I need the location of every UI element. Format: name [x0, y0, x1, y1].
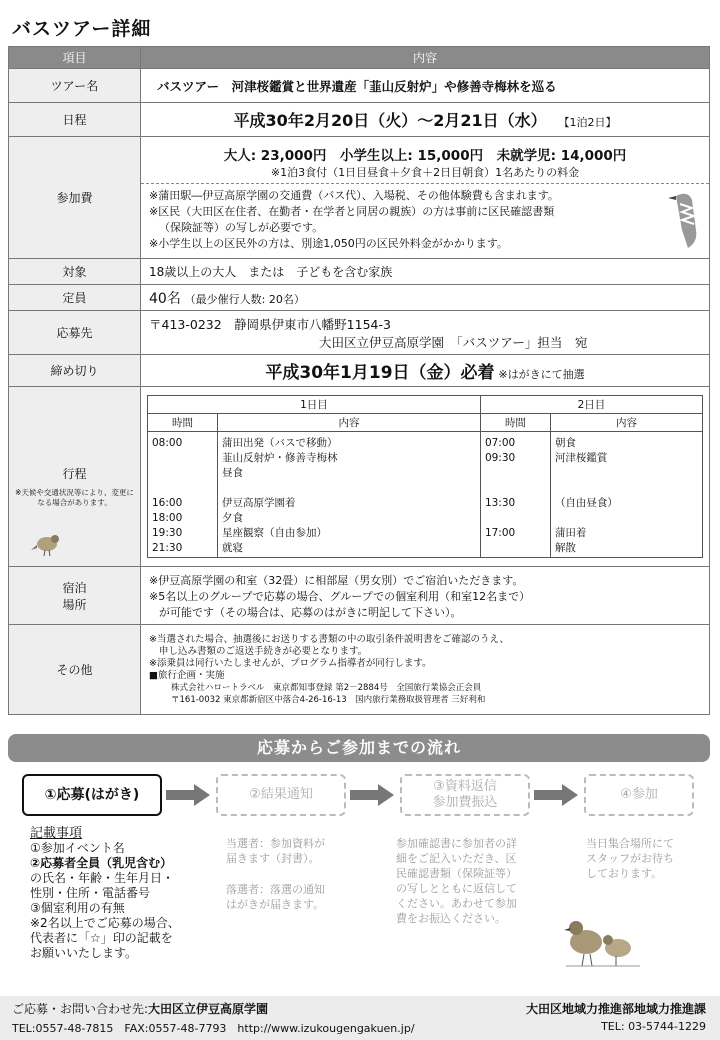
label-stay-2: 場所 — [62, 597, 87, 612]
day1-contents — [218, 432, 481, 558]
label-tour: ツアー名 — [9, 69, 141, 103]
time-slot: 19:30 — [152, 527, 183, 539]
fee-note-2: ※区民（大田区在住者、在勤者・在学者と同居の親族）の方は事前に区民確認書類 — [149, 205, 555, 218]
other-line-1: ※当選された場合、抽選後にお送りする書類の中の取引条件説明書をご確認のうえ、 — [149, 633, 510, 645]
fee-sub: ※1泊3食付（1日目昼食＋夕食＋2日目朝食）1名あたりの料金 — [270, 166, 580, 179]
stay-line-3: が可能です（その場合は、応募のはがきに明記して下さい）。 — [159, 605, 462, 619]
apply-cell — [141, 311, 710, 355]
note-line: 当選者：参加資料が — [226, 837, 325, 850]
record-line: の氏名・年齢・生年月日・ — [30, 871, 175, 885]
time-slot: 21:30 — [152, 542, 183, 554]
activity: 星座観察（自由参加） — [222, 527, 327, 539]
step-documents-line-2: 参加費振込 — [432, 795, 498, 810]
fee-note-1: ※蒲田駅―伊豆高原学園の交通費（バス代）、入場税、その他体験費も含まれます。 — [149, 189, 559, 202]
capacity-cell — [141, 285, 710, 311]
step-participate: ④参加 — [584, 774, 694, 816]
fee-cell — [141, 137, 710, 259]
record-line: ①参加イベント名 — [30, 841, 125, 855]
activity: 蒲田着 — [554, 527, 587, 539]
participate-note — [586, 836, 674, 881]
apply-recipient: 大田区立伊豆高原学園 「バスツアー」担当 宛 — [319, 334, 588, 350]
other-line-5: 株式会社ハロートラベル 東京都知事登録 第2－2884号 全国旅行業協会正会員 — [171, 682, 482, 693]
note-line: 当日集合場所にて — [586, 837, 674, 850]
bird-illustration-small — [29, 528, 65, 558]
label-fee: 参加費 — [9, 137, 141, 259]
label-apply: 応募先 — [9, 311, 141, 355]
footer-contact — [12, 1000, 268, 1017]
header-item: 項目 — [9, 47, 141, 69]
apply-address: 〒413-0232 静岡県伊東市八幡野1154-3 — [149, 316, 391, 332]
time-slot — [485, 481, 546, 496]
activity: 韮山反射炉・修善寺梅林 — [222, 452, 338, 464]
day1-times — [148, 432, 218, 558]
note-line: スタッフがお待ち — [586, 852, 674, 865]
department-tel: TEL: 03-5744-1229 — [601, 1020, 706, 1033]
label-stay-1: 宿泊 — [62, 580, 87, 595]
note-line: しております。 — [586, 867, 663, 880]
fee-note-3: ※小学生以上の区民外の方は、別途1,050円の区民外料金がかかります。 — [149, 237, 508, 250]
activity: （自由昼食） — [554, 497, 618, 509]
other-cell — [141, 625, 710, 715]
label-other: その他 — [9, 625, 141, 715]
stay-line-2: ※5名以上のグループで応募の場合、グループでの個室利用（和室12名まで） — [149, 589, 531, 603]
documents-note — [396, 836, 517, 926]
label-target: 対象 — [9, 259, 141, 285]
record-line: ※2名以上でご応募の場合、 — [30, 916, 180, 930]
birds-illustration — [556, 906, 646, 970]
woodpecker-illustration — [668, 190, 702, 250]
day1-time-header: 時間 — [148, 414, 218, 432]
step-documents — [400, 774, 530, 816]
note-line: の写しとともに返信して — [396, 882, 517, 895]
activity: 朝食 — [554, 437, 576, 449]
day1-content-header: 内容 — [218, 414, 481, 432]
time-slot: 17:00 — [484, 527, 516, 539]
deadline-value: 平成30年1月19日（金）必着 — [265, 363, 495, 383]
activity — [222, 481, 476, 496]
activity: 解散 — [554, 542, 576, 554]
time-slot — [152, 466, 213, 481]
date-note: 【1泊2日】 — [558, 116, 617, 129]
time-slot: 07:00 — [484, 437, 516, 449]
arrow-right-icon — [350, 784, 394, 806]
time-slot — [485, 466, 546, 481]
other-line-4: ■旅行企画・実施 — [149, 669, 225, 681]
time-slot: 09:30 — [484, 452, 516, 464]
step-documents-line-1: ③資料返信 — [433, 779, 497, 794]
stay-label-cell — [9, 567, 141, 625]
record-line: 性別・住所・電話番号 — [30, 886, 151, 900]
label-deadline: 締め切り — [9, 355, 141, 387]
deadline-note: ※はがきにて抽選 — [498, 368, 585, 381]
activity: 伊豆高原学園着 — [222, 497, 296, 509]
department: 大田区地域力推進部地域力推進課 — [525, 1002, 706, 1016]
record-line: お願いいたします。 — [30, 946, 138, 960]
note-line: 費をお振込ください。 — [396, 912, 506, 925]
result-note-winner — [226, 836, 325, 866]
note-line: 参加確認書に参加者の詳 — [396, 837, 517, 850]
note-line: 落選者：落選の通知 — [226, 883, 325, 896]
date-value: 平成30年2月20日（火）～2月21日（水） — [233, 111, 547, 130]
activity — [555, 511, 698, 526]
activity: 蒲田出発（バスで移動） — [222, 437, 338, 449]
day2-content-header: 内容 — [550, 414, 702, 432]
time-slot: 16:00 — [152, 497, 183, 509]
time-slot — [152, 481, 213, 496]
deadline-cell — [141, 355, 710, 387]
activity: 昼食 — [222, 467, 243, 479]
capacity-note: （最少催行人数: 20名） — [184, 292, 305, 306]
day2-time-header: 時間 — [480, 414, 550, 432]
time-slot — [485, 511, 546, 526]
activity: 河津桜鑑賞 — [554, 452, 608, 464]
tour-details-table — [8, 46, 710, 715]
note-line: 届きます（封書）。 — [226, 852, 320, 865]
note-line: 民確認書類（保険証等） — [396, 867, 517, 880]
step-result: ②結果通知 — [216, 774, 346, 816]
day2-header: 2日目 — [480, 396, 702, 414]
schedule-table — [147, 395, 703, 558]
itinerary-cell — [141, 387, 710, 567]
other-line-2: 申し込み書類のご返送手続きが必要となります。 — [159, 645, 368, 657]
day2-contents — [550, 432, 702, 558]
time-slot — [152, 451, 213, 466]
other-line-6: 〒161-0032 東京都新宿区中落合4-26-16-13 国内旅行業務取扱管理者 三好利和 — [171, 694, 486, 705]
contact-label: ご応募・お問い合わせ先: — [12, 1002, 149, 1016]
itinerary-note: ※天候や交通状況等により、変更になる場合があります。 — [15, 488, 134, 507]
day1-header: 1日目 — [148, 396, 481, 414]
time-slot: 08:00 — [152, 437, 183, 449]
itinerary-label-cell — [9, 387, 141, 567]
arrow-right-icon — [166, 784, 210, 806]
time-slot: 13:30 — [484, 497, 516, 509]
label-capacity: 定員 — [9, 285, 141, 311]
activity — [555, 466, 698, 481]
record-line: ③個室利用の有無 — [30, 901, 125, 915]
activity — [555, 481, 698, 496]
capacity-number: 40名 — [149, 290, 181, 307]
label-itinerary: 行程 — [62, 467, 87, 481]
record-line: ②応募者全員（乳児含む） — [30, 856, 173, 870]
arrow-right-icon — [534, 784, 578, 806]
footer — [0, 996, 720, 1040]
contact-info: TEL:0557-48-7815 FAX:0557-48-7793 http://www.izukougengakuen.jp/ — [12, 1022, 415, 1035]
record-title: 記載事項 — [30, 826, 83, 841]
other-line-3: ※添乗員は同行いたしませんが、プログラム指導者が同行します。 — [149, 657, 432, 669]
contact-org: 大田区立伊豆高原学園 — [148, 1002, 269, 1016]
fee-main: 大人: 23,000円 小学生以上: 15,000円 未就学児: 14,000円 — [223, 148, 627, 164]
note-line: 細をご記入いただき、区 — [396, 852, 517, 865]
record-items — [30, 826, 180, 961]
target-value: 18歳以上の大人 または 子どもを含む家族 — [141, 259, 710, 285]
tour-name: バスツアー 河津桜鑑賞と世界遺産「韮山反射炉」や修善寺梅林を巡る — [141, 69, 710, 103]
time-slot: 18:00 — [152, 512, 183, 524]
stay-cell — [141, 567, 710, 625]
header-content: 内容 — [141, 47, 710, 69]
result-note-loser — [226, 882, 325, 912]
note-line: ください。あわせて参加 — [396, 897, 517, 910]
stay-line-1: ※伊豆高原学園の和室（32畳）に相部屋（男女別）でご宿泊いただきます。 — [149, 573, 524, 587]
page-title: バスツアー詳細 — [12, 18, 152, 40]
date-cell — [141, 103, 710, 137]
note-line: はがきが届きます。 — [226, 898, 325, 911]
activity: 就寝 — [222, 542, 243, 554]
flow-title-bar: 応募からご参加までの流れ — [8, 734, 710, 762]
fee-note-2b: （保険証等）の写しが必要です。 — [159, 221, 324, 234]
day2-times — [480, 432, 550, 558]
activity: 夕食 — [222, 512, 243, 524]
time-slot — [485, 541, 546, 556]
record-line: 代表者に「☆」印の記載を — [30, 931, 173, 945]
label-date: 日程 — [9, 103, 141, 137]
step-apply: ①応募(はがき) — [22, 774, 162, 816]
